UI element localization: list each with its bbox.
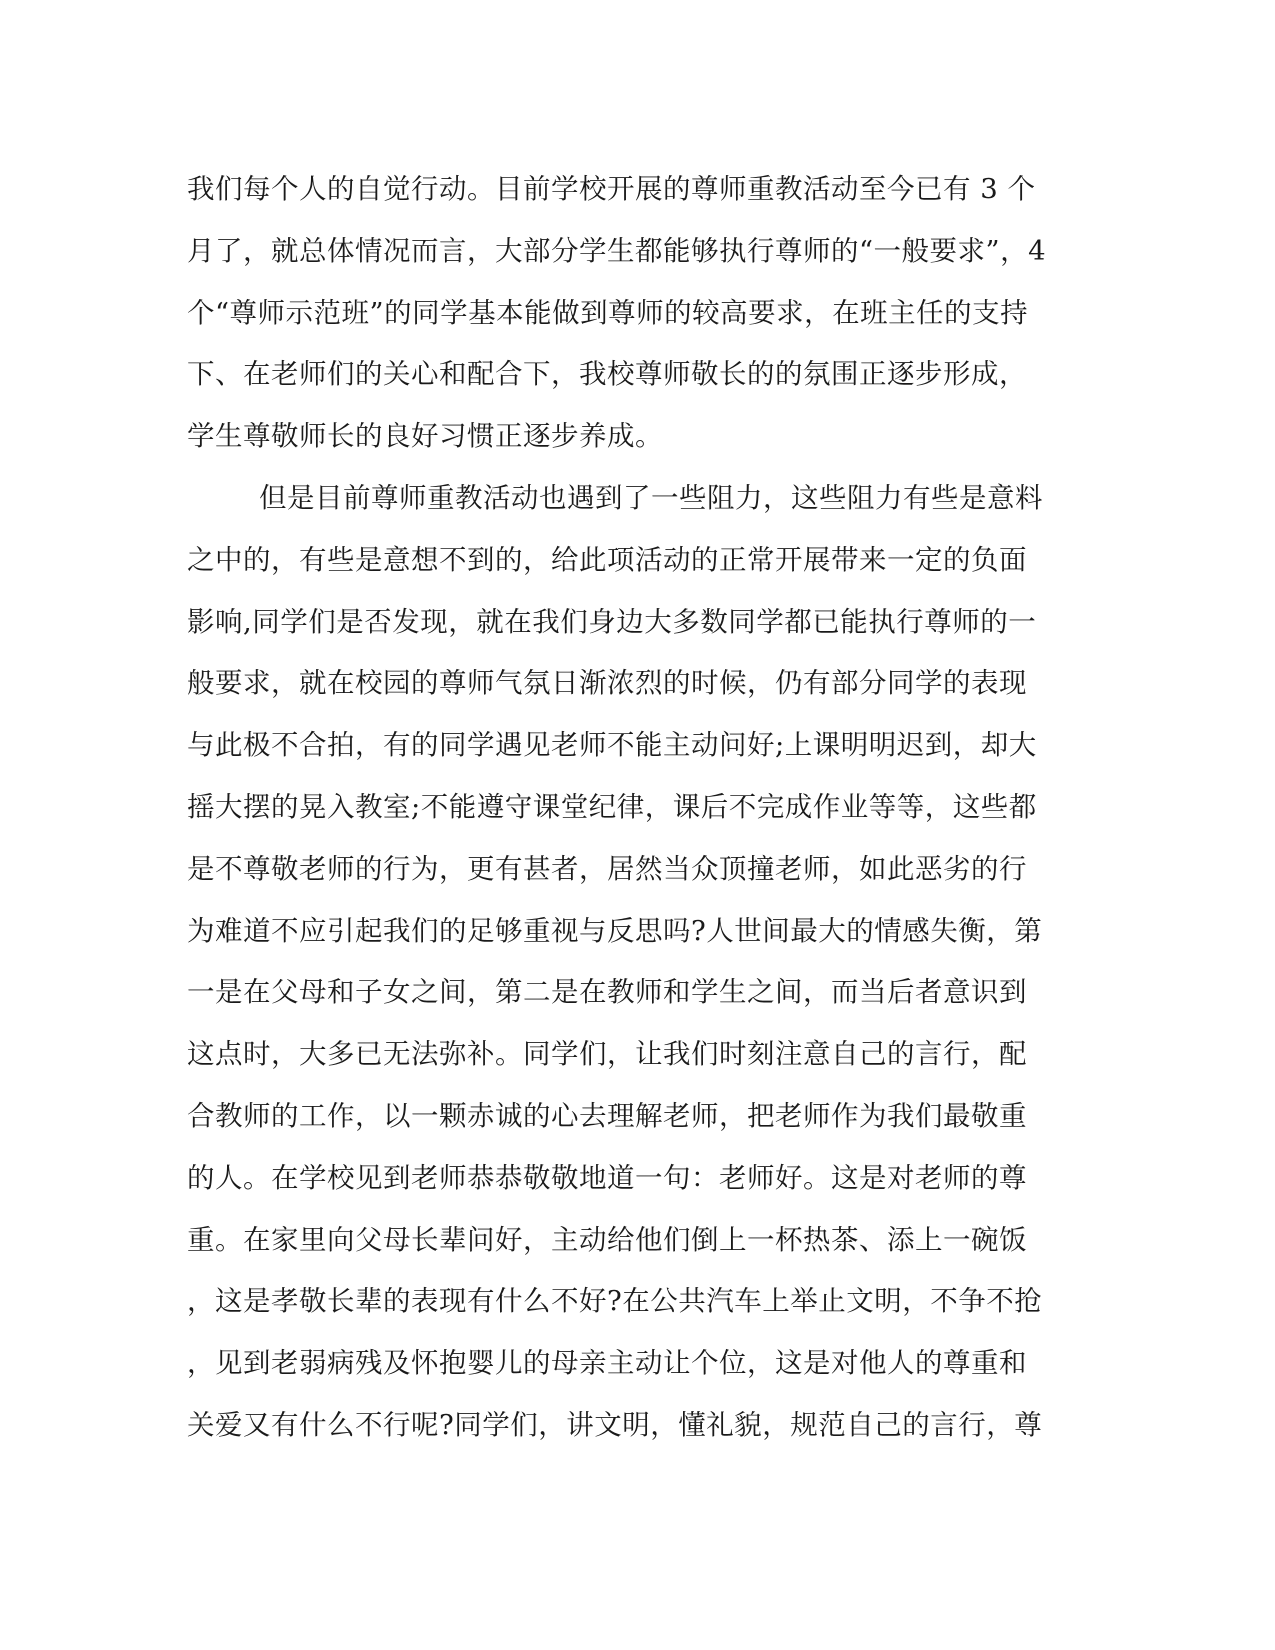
body-text (187, 164, 1072, 1462)
text-line: 个“尊师示范班”的同学基本能做到尊师的较高要求，在班主任的支持 (187, 296, 1029, 329)
text-line: 之中的，有些是意想不到的，给此项活动的正常开展带来一定的负面 (187, 543, 1027, 576)
text-line: 与此极不合拍，有的同学遇见老师不能主动问好;上课明明迟到，却大 (187, 729, 1037, 762)
text-line: 重。在家里向父母长辈问好，主动给他们倒上一杯热茶、添上一碗饭 (187, 1223, 1027, 1256)
text-line: 是不尊敬老师的行为，更有甚者，居然当众顶撞老师，如此恶劣的行 (187, 852, 1027, 885)
text-line: 摇大摆的晃入教室;不能遵守课堂纪律，课后不完成作业等等，这些都 (187, 790, 1037, 823)
text-line: 影响,同学们是否发现，就在我们身边大多数同学都已能执行尊师的一 (187, 605, 1037, 638)
text-line: 关爱又有什么不行呢?同学们，讲文明，懂礼貌，规范自己的言行，尊 (187, 1408, 1043, 1441)
text-line: 月了，就总体情况而言，大部分学生都能够执行尊师的“一般要求”，4 (187, 234, 1047, 267)
text-line: 为难道不应引起我们的足够重视与反思吗?人世间最大的情感失衡，第 (187, 914, 1043, 947)
text-line: ，见到老弱病残及怀抱婴儿的母亲主动让个位，这是对他人的尊重和 (187, 1347, 1027, 1380)
text-line: 合教师的工作，以一颗赤诚的心去理解老师，把老师作为我们最敬重 (187, 1099, 1027, 1132)
text-line: 一是在父母和子女之间，第二是在教师和学生之间，而当后者意识到 (187, 976, 1027, 1009)
text-line: 这点时，大多已无法弥补。同学们，让我们时刻注意自己的言行，配 (187, 1038, 1027, 1071)
text-line: 的人。在学校见到老师恭恭敬敬地道一句：老师好。这是对老师的尊 (187, 1161, 1027, 1194)
text-line: 我们每个人的自觉行动。目前学校开展的尊师重教活动至今已有 3 个 (187, 173, 1036, 205)
paragraph-first-line: 但是目前尊师重教活动也遇到了一些阻力，这些阻力有些是意料 (259, 481, 1043, 514)
text-line: 学生尊敬师长的良好习惯正逐步养成。 (187, 420, 663, 453)
text-line: 下、在老师们的关心和配合下，我校尊师敬长的的氛围正逐步形成， (187, 358, 1027, 391)
text-line: 般要求，就在校园的尊师气氛日渐浓烈的时候，仍有部分同学的表现 (187, 667, 1027, 700)
text-line: ，这是孝敬长辈的表现有什么不好?在公共汽车上举止文明，不争不抢 (187, 1285, 1043, 1318)
